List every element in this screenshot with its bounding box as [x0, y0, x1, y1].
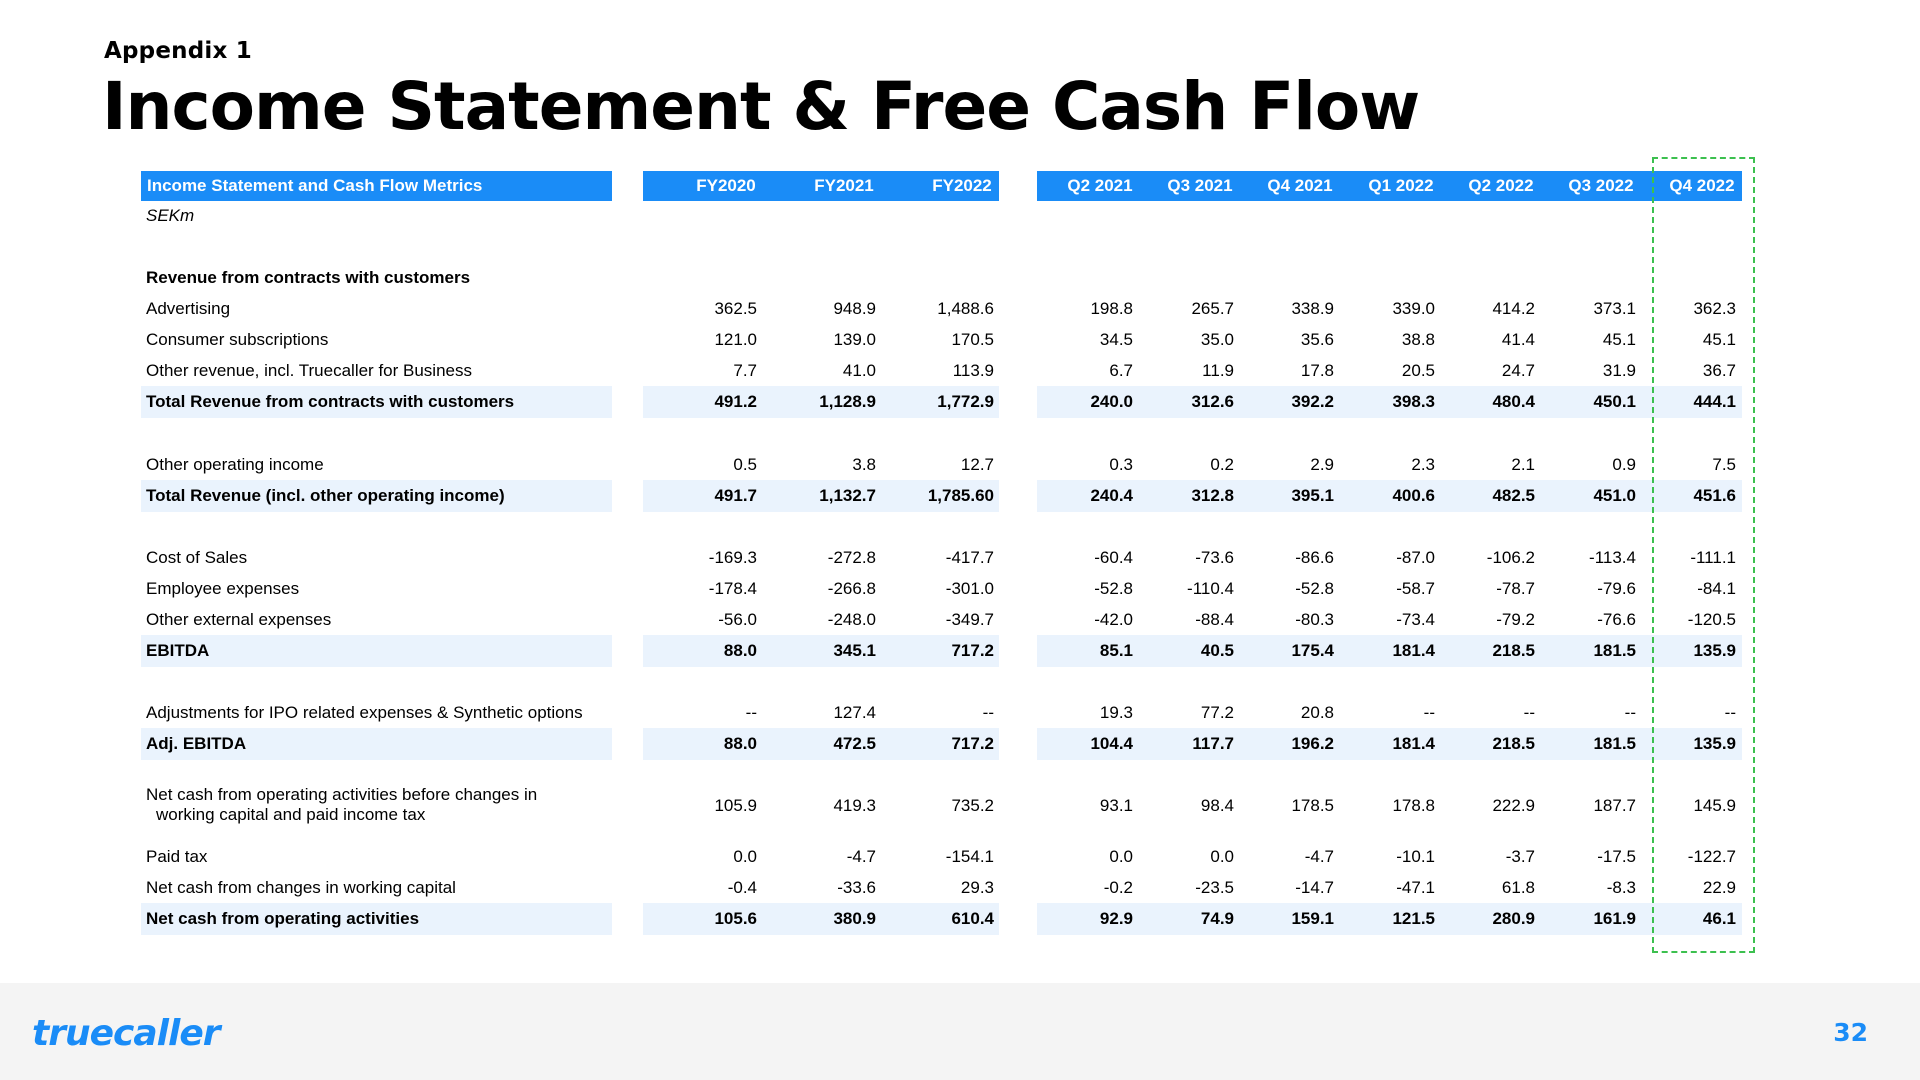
table-cell: 178.8 — [1392, 796, 1435, 815]
row-highlight — [141, 635, 612, 667]
table-cell: 400.6 — [1392, 486, 1435, 505]
table-cell: 170.5 — [951, 330, 994, 349]
table-cell: 85.1 — [1099, 641, 1133, 660]
table-cell: 104.4 — [1090, 734, 1133, 753]
table-cell: 373.1 — [1593, 299, 1636, 318]
eyebrow-label: Appendix 1 — [104, 38, 252, 64]
table-cell: 121.5 — [1392, 909, 1435, 928]
table-cell: -- — [1624, 703, 1636, 722]
table-cell: 2.9 — [1310, 455, 1334, 474]
table-cell: 77.2 — [1200, 703, 1234, 722]
table-cell: 451.0 — [1593, 486, 1636, 505]
table-cell: 610.4 — [951, 909, 994, 928]
row-label: Adj. EBITDA — [146, 734, 247, 753]
table-cell: 35.6 — [1300, 330, 1334, 349]
table-cell: 312.8 — [1191, 486, 1234, 505]
table-cell: 74.9 — [1200, 909, 1234, 928]
table-cell: 31.9 — [1602, 361, 1636, 380]
table-cell: -113.4 — [1589, 548, 1636, 567]
table-cell: 735.2 — [951, 796, 994, 815]
row-label: EBITDA — [146, 641, 210, 660]
table-cell: 29.3 — [960, 878, 994, 897]
table-cell: 450.1 — [1593, 392, 1636, 411]
table-cell: 34.5 — [1099, 330, 1133, 349]
table-cell: -56.0 — [718, 610, 757, 629]
table-cell: -79.6 — [1597, 579, 1636, 598]
table-cell: 105.6 — [714, 909, 757, 928]
table-cell: 1,488.6 — [937, 299, 994, 318]
row-label: Cost of Sales — [146, 548, 248, 567]
table-cell: 121.0 — [714, 330, 757, 349]
table-cell: 139.0 — [833, 330, 876, 349]
table-cell: 40.5 — [1200, 641, 1234, 660]
table-cell: -4.7 — [846, 847, 876, 866]
table-cell: 265.7 — [1191, 299, 1234, 318]
table-cell: -47.1 — [1396, 878, 1435, 897]
table-cell: -58.7 — [1396, 579, 1435, 598]
table-cell: -8.3 — [1606, 878, 1636, 897]
table-cell: 491.7 — [714, 486, 757, 505]
table-cell: 113.9 — [952, 361, 994, 380]
table-cell: 0.3 — [1109, 455, 1133, 474]
column-header: Q4 2021 — [1267, 176, 1333, 195]
table-cell: 338.9 — [1291, 299, 1334, 318]
table-cell: -111.1 — [1690, 548, 1736, 567]
row-label: Consumer subscriptions — [146, 330, 329, 349]
table-cell: 218.5 — [1492, 734, 1535, 753]
table-cell: 17.8 — [1300, 361, 1334, 380]
table-cell: -- — [1523, 703, 1535, 722]
table-cell: 181.5 — [1593, 734, 1636, 753]
table-cell: -73.6 — [1195, 548, 1234, 567]
table-cell: 22.9 — [1702, 878, 1736, 897]
table-cell: 1,132.7 — [819, 486, 876, 505]
table-cell: 419.3 — [833, 796, 876, 815]
row-label: Other external expenses — [146, 610, 332, 629]
table-cell: -248.0 — [827, 610, 876, 629]
table-cell: -4.7 — [1304, 847, 1334, 866]
table-cell: 717.2 — [951, 734, 994, 753]
row-label: Adjustments for IPO related expenses & Synthetic options — [146, 703, 583, 722]
table-cell: -349.7 — [945, 610, 994, 629]
column-header: FY2022 — [932, 176, 992, 195]
column-header: FY2020 — [696, 176, 756, 195]
table-cell: 88.0 — [723, 734, 757, 753]
table-cell: 472.5 — [833, 734, 876, 753]
table-cell: 339.0 — [1392, 299, 1435, 318]
table-cell: 24.7 — [1501, 361, 1535, 380]
table-cell: -- — [1423, 703, 1435, 722]
table-cell: 88.0 — [723, 641, 757, 660]
header-label: Income Statement and Cash Flow Metrics — [147, 176, 483, 195]
table-cell: 362.5 — [714, 299, 757, 318]
table-cell: 92.9 — [1099, 909, 1133, 928]
table-cell: 2.1 — [1511, 455, 1535, 474]
table-cell: 135.9 — [1693, 734, 1736, 753]
table-cell: 178.5 — [1291, 796, 1334, 815]
column-header: Q4 2022 — [1669, 176, 1735, 195]
table-cell: -52.8 — [1295, 579, 1334, 598]
table-cell: -73.4 — [1396, 610, 1435, 629]
row-label: Net cash from changes in working capital — [146, 878, 456, 897]
table-cell: 127.4 — [833, 703, 876, 722]
unit-label: SEKm — [146, 206, 195, 225]
row-label: Other revenue, incl. Truecaller for Business — [146, 361, 472, 380]
table-cell: -417.7 — [945, 548, 994, 567]
table-cell: -17.5 — [1597, 847, 1636, 866]
table-cell: 161.9 — [1593, 909, 1636, 928]
table-cell: 0.0 — [1210, 847, 1234, 866]
table-cell: -60.4 — [1094, 548, 1133, 567]
table-cell: 482.5 — [1492, 486, 1535, 505]
row-label: Net cash from operating activities — [146, 909, 420, 928]
table-cell: 0.2 — [1210, 455, 1234, 474]
row-label: Total Revenue (incl. other operating income) — [146, 486, 505, 505]
table-cell: -10.1 — [1396, 847, 1435, 866]
section-label-revenue: Revenue from contracts with customers — [146, 268, 471, 287]
table-cell: 181.4 — [1392, 734, 1435, 753]
table-cell: 135.9 — [1693, 641, 1736, 660]
table-cell: 38.8 — [1401, 330, 1435, 349]
table-cell: 41.4 — [1501, 330, 1535, 349]
header-label-bar — [141, 171, 612, 201]
table-cell: 3.8 — [852, 455, 876, 474]
page-number: 32 — [1833, 1018, 1868, 1047]
table-cell: 98.4 — [1200, 796, 1234, 815]
table-cell: 45.1 — [1602, 330, 1636, 349]
table-cell: 46.1 — [1702, 909, 1736, 928]
table-cell: 198.8 — [1090, 299, 1133, 318]
table-cell: -87.0 — [1396, 548, 1435, 567]
table-cell: -0.4 — [727, 878, 757, 897]
table-cell: 11.9 — [1202, 361, 1234, 380]
page-title: Income Statement & Free Cash Flow — [102, 68, 1420, 145]
table-cell: -120.5 — [1687, 610, 1736, 629]
table-cell: 1,128.9 — [819, 392, 876, 411]
table-cell: -14.7 — [1295, 878, 1334, 897]
table-cell: 312.6 — [1191, 392, 1234, 411]
table-cell: 380.9 — [833, 909, 876, 928]
truecaller-logo: truecaller — [32, 1013, 220, 1054]
table-cell: -84.1 — [1697, 579, 1736, 598]
table-cell: 948.9 — [833, 299, 876, 318]
table-cell: 175.4 — [1291, 641, 1334, 660]
table-cell: 7.5 — [1712, 455, 1736, 474]
table-cell: -23.5 — [1195, 878, 1234, 897]
table-cell: -78.7 — [1496, 579, 1535, 598]
table-cell: -266.8 — [827, 579, 876, 598]
column-header: Q3 2022 — [1568, 176, 1634, 195]
table-cell: -0.2 — [1103, 878, 1133, 897]
table-cell: 2.3 — [1411, 455, 1435, 474]
table-cell: 196.2 — [1291, 734, 1334, 753]
table-cell: 414.2 — [1492, 299, 1535, 318]
table-cell: 0.0 — [733, 847, 757, 866]
table-cell: 1,772.9 — [937, 392, 994, 411]
column-header: Q3 2021 — [1167, 176, 1233, 195]
table-cell: -110.4 — [1187, 579, 1234, 598]
table-cell: 45.1 — [1702, 330, 1736, 349]
table-cell: 12.7 — [960, 455, 994, 474]
table-cell: 392.2 — [1291, 392, 1334, 411]
table-cell: -3.7 — [1505, 847, 1535, 866]
table-cell: 145.9 — [1693, 796, 1736, 815]
table-cell: -122.7 — [1687, 847, 1736, 866]
table-cell: 398.3 — [1392, 392, 1435, 411]
table-cell: 1,785.60 — [927, 486, 994, 505]
table-cell: 362.3 — [1693, 299, 1736, 318]
table-cell: 181.5 — [1593, 641, 1636, 660]
table-cell: 35.0 — [1200, 330, 1234, 349]
table-cell: 19.3 — [1099, 703, 1133, 722]
table-cell: 222.9 — [1492, 796, 1535, 815]
table-cell: -33.6 — [837, 878, 876, 897]
table-cell: 0.9 — [1612, 455, 1636, 474]
column-header: Q2 2022 — [1468, 176, 1534, 195]
table-cell: 240.0 — [1090, 392, 1133, 411]
table-cell: -86.6 — [1295, 548, 1334, 567]
table-cell: -88.4 — [1195, 610, 1234, 629]
table-cell: -- — [1724, 703, 1736, 722]
table-cell: 20.8 — [1300, 703, 1334, 722]
table-cell: 451.6 — [1693, 486, 1736, 505]
table-cell: 218.5 — [1492, 641, 1535, 660]
table-cell: 395.1 — [1291, 486, 1334, 505]
column-header: FY2021 — [814, 176, 874, 195]
table-cell: 0.0 — [1109, 847, 1133, 866]
table-cell: 20.5 — [1401, 361, 1435, 380]
table-cell: -80.3 — [1295, 610, 1334, 629]
column-header: Q2 2021 — [1067, 176, 1133, 195]
table-cell: 491.2 — [714, 392, 757, 411]
column-header: Q1 2022 — [1368, 176, 1434, 195]
table-cell: 41.0 — [842, 361, 876, 380]
table-cell: 117.7 — [1192, 734, 1234, 753]
table-cell: 240.4 — [1090, 486, 1133, 505]
table-cell: 480.4 — [1492, 392, 1535, 411]
row-label: Advertising — [146, 299, 231, 318]
table-cell: -- — [745, 703, 757, 722]
row-label: Employee expenses — [146, 579, 300, 598]
table-cell: 0.5 — [733, 455, 757, 474]
row-label-continued: working capital and paid income tax — [156, 805, 426, 824]
table-cell: -42.0 — [1094, 610, 1133, 629]
table-cell: -52.8 — [1094, 579, 1133, 598]
table-cell: 187.7 — [1593, 796, 1636, 815]
table-cell: -272.8 — [827, 548, 876, 567]
table-cell: 105.9 — [714, 796, 757, 815]
table-cell: 6.7 — [1109, 361, 1133, 380]
table-cell: 181.4 — [1392, 641, 1435, 660]
table-cell: 345.1 — [833, 641, 876, 660]
table-cell: 717.2 — [951, 641, 994, 660]
footer-bar — [0, 983, 1920, 1080]
table-cell: 7.7 — [733, 361, 757, 380]
table-cell: 93.1 — [1099, 796, 1133, 815]
table-cell: 280.9 — [1492, 909, 1535, 928]
table-cell: -154.1 — [945, 847, 994, 866]
table-cell: -76.6 — [1597, 610, 1636, 629]
row-label: Total Revenue from contracts with customers — [146, 392, 515, 411]
q4-2022-highlight-box — [1652, 157, 1755, 953]
table-cell: 159.1 — [1291, 909, 1334, 928]
table-cell: 444.1 — [1693, 392, 1736, 411]
table-cell: 61.8 — [1501, 878, 1535, 897]
row-label: Net cash from operating activities before changes in — [146, 785, 538, 804]
table-cell: -169.3 — [708, 548, 757, 567]
table-cell: -106.2 — [1486, 548, 1535, 567]
table-cell: -- — [982, 703, 994, 722]
table-cell: 36.7 — [1702, 361, 1736, 380]
table-cell: -301.0 — [945, 579, 994, 598]
row-label: Paid tax — [146, 847, 208, 866]
table-cell: -178.4 — [708, 579, 757, 598]
row-label: Other operating income — [146, 455, 324, 474]
table-cell: -79.2 — [1496, 610, 1535, 629]
